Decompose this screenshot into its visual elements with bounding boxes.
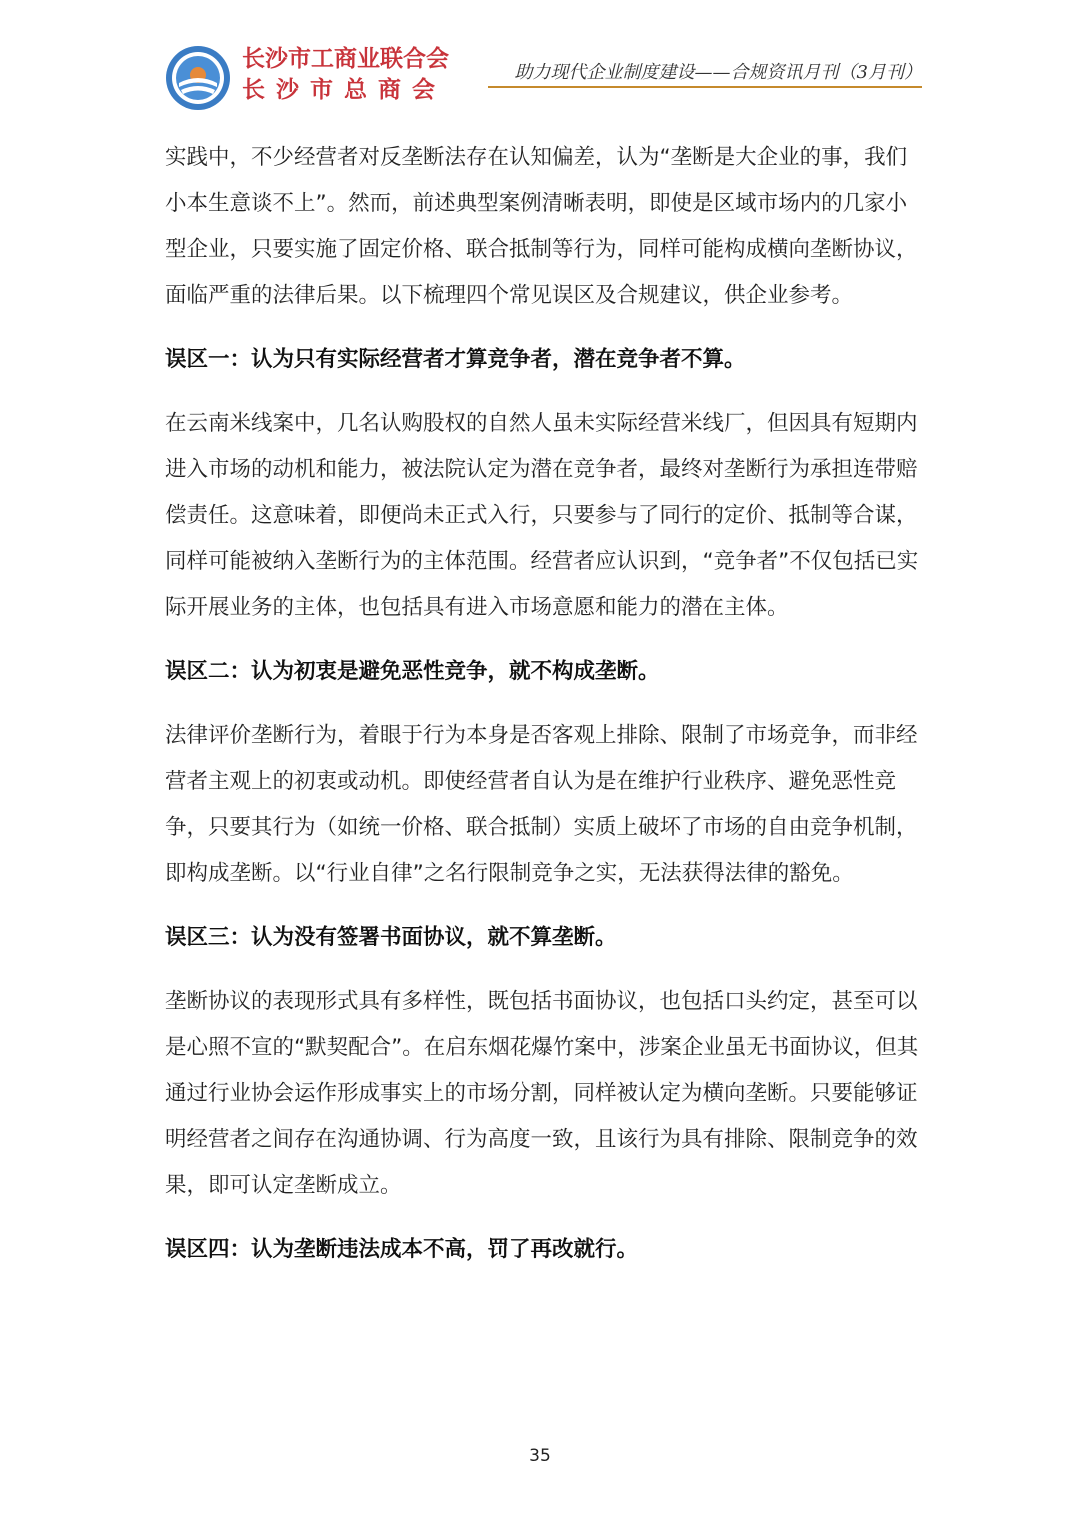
misconception-paragraph-3: 垄断协议的表现形式具有多样性，既包括书面协议，也包括口头约定，甚至可以是心照不宣的“默契配合”。在启东烟花爆竹案中，涉案企业虽无书面协议，但其通过行业协会运作形成事实上的市场分割，同样被认定为横向垄断。只要能够证明经营者之间存在沟通协调、行为高度一致，且该行为具有排除、限制竞争的效果，即可认定垄断成立。: [165, 989, 919, 1198]
article-body: [165, 135, 923, 1291]
federation-logo-icon: [165, 45, 231, 111]
header-divider: [488, 86, 922, 88]
org-name-line2: 长沙市总商会: [242, 77, 446, 103]
misconception-heading-2: 误区二：认为初衷是避免恶性竞争，就不构成垄断。: [165, 659, 660, 684]
misconception-heading-1: 误区一：认为只有实际经营者才算竞争者，潜在竞争者不算。: [165, 347, 746, 372]
misconception-heading-3: 误区三：认为没有签署书面协议，就不算垄断。: [165, 925, 617, 950]
misconception-heading-4: 误区四：认为垄断违法成本不高，罚了再改就行。: [165, 1237, 639, 1262]
intro-paragraph: 实践中，不少经营者对反垄断法存在认知偏差，认为“垄断是大企业的事，我们小本生意谈不上”。然而，前述典型案例清晰表明，即使是区域市场内的几家小型企业，只要实施了固定价格、联合抵制等行为，同样可能构成横向垄断协议，面临严重的法律后果。以下梳理四个常见误区及合规建议，供企业参考。: [165, 145, 918, 308]
organization-name: [242, 44, 449, 106]
misconception-paragraph-2: 法律评价垄断行为，着眼于行为本身是否客观上排除、限制了市场竞争，而非经营者主观上的初衷或动机。即使经营者自认为是在维护行业秩序、避免恶性竞争，只要其行为（如统一价格、联合抵制）实质上破坏了市场的自由竞争机制，即构成垄断。以“行业自律”之名行限制竞争之实，无法获得法律的豁免。: [165, 723, 918, 886]
publication-tagline: 助力现代企业制度建设——合规资讯月刊（3月刊）: [514, 62, 922, 83]
org-name-line1: 长沙市工商业联合会: [242, 46, 449, 72]
page-header: [0, 0, 1080, 120]
misconception-paragraph-1: 在云南米线案中，几名认购股权的自然人虽未实际经营米线厂，但因具有短期内进入市场的动机和能力，被法院认定为潜在竞争者，最终对垄断行为承担连带赔偿责任。这意味着，即便尚未正式入行，只要参与了同行的定价、抵制等合谋，同样可能被纳入垄断行为的主体范围。经营者应认识到，“竞争者”不仅包括已实际开展业务的主体，也包括具有进入市场意愿和能力的潜在主体。: [165, 411, 919, 620]
page-number: 35: [529, 1446, 551, 1466]
